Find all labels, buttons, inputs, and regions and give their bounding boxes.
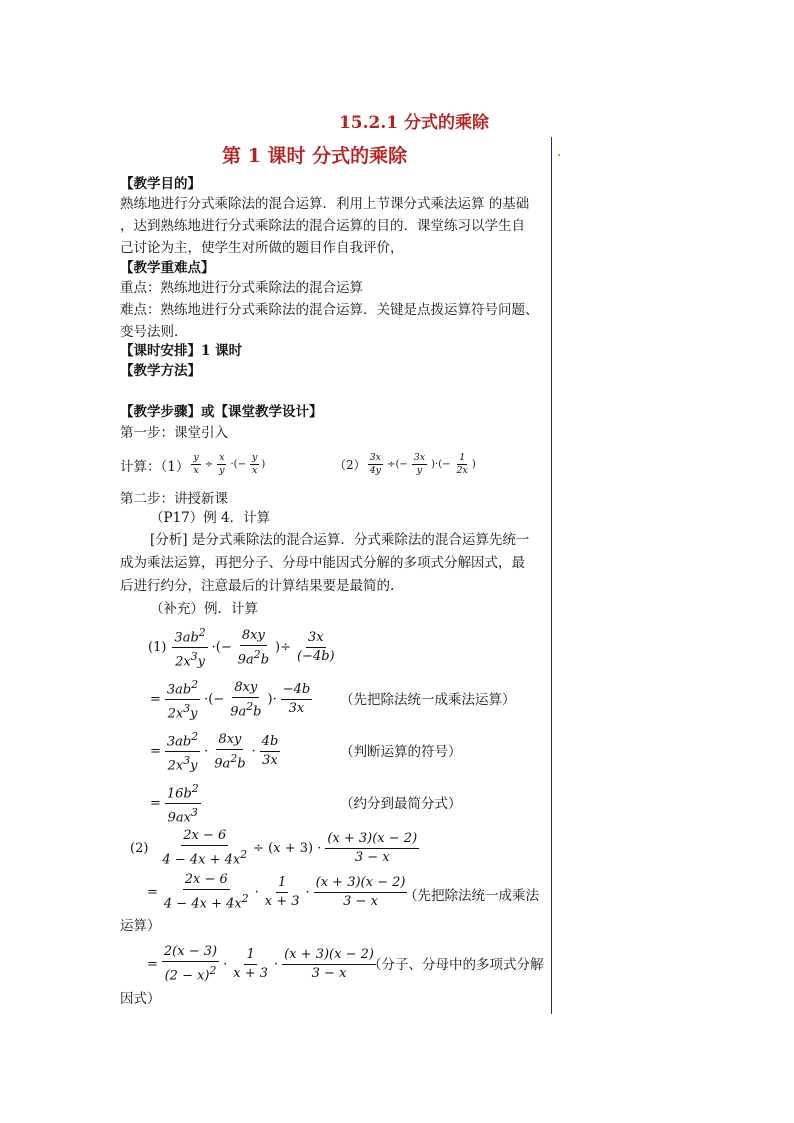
fraction: $\frac{8xy}{9a^2b}$ [230, 679, 262, 719]
example-2-line-1: (2) $\frac{2x - 6}{4 - 4x + 4x^2}$ ÷ (x + 3) · $\frac{(x + 3)(x - 2)}{3 - x}$ [130, 828, 418, 868]
example-4: （P17）例 4．计算 [150, 510, 271, 526]
fraction: $\frac{1}{x + 3}$ [264, 874, 300, 909]
fraction: $\frac{3x}{y}$ [413, 452, 426, 476]
fraction: $\frac{3x}{4y}$ [369, 452, 382, 476]
example-2-line-3: = $\frac{2(x - 3)}{(2 - x)^2}$ · $\frac{1}{x + 3}$ · $\frac{(x + 3)(x - 2)}{3 - x}$ [147, 944, 374, 984]
fraction: $\frac{y}{x}$ [193, 452, 199, 476]
goal-heading: 【教学目的】 [120, 176, 201, 192]
note-3: （约分到最简分式） [340, 796, 462, 812]
goal-text-1: 熟练地进行分式乘除法的混合运算．利用上节课分式乘法运算 的基础 [120, 196, 530, 212]
example-1-line-2: = $\frac{3ab^2}{2x^3y}$ ·(− $\frac{8xy}{9a^2b}$ )· $\frac{-4b}{3x}$ [150, 678, 311, 722]
fraction: $\frac{8xy}{9a^2b}$ [237, 627, 270, 667]
intro-calc-2: （2） $\frac{3x}{4y}$ ÷(− $\frac{3x}{y}$ )·(− $\frac{1}{2x}$ ) [334, 452, 476, 476]
fraction: $\frac{(x + 3)(x - 2)}{3 - x}$ [315, 874, 406, 909]
schedule-line: 【课时安排】1 课时 [120, 343, 243, 359]
analysis-2: 成为乘法运算，再把分子、分母中能因式分解的多项式分解因式，最 [120, 555, 525, 571]
fraction: $\frac{8xy}{9a^2b}$ [214, 731, 246, 771]
lesson-title: 15.2.1 分式的乘除 [338, 113, 490, 133]
fraction: $\frac{3ab^2}{2x^3y}$ [174, 626, 206, 670]
example-1-line-1: (1) $\frac{3ab^2}{2x^3y}$ ·(− $\frac{8xy}{9a^2b}$ )÷ $\frac{3x}{(-4b)}$ [148, 626, 335, 670]
example-2-line-2: = $\frac{2x - 6}{4 - 4x + 4x^2}$ · $\frac{1}{x + 3}$ · $\frac{(x + 3)(x - 2)}{3 - x}$ [147, 872, 406, 912]
fraction: $\frac{1}{2x}$ [456, 452, 468, 476]
example-1-line-3: = $\frac{3ab^2}{2x^3y}$ · $\frac{8xy}{9a^2b}$ · $\frac{4b}{3x}$ [150, 730, 279, 774]
key-text-2: 难点：熟练地进行分式乘除法的混合运算．关键是点拨运算符号问题、 [120, 302, 539, 318]
analysis-1: [分析] 是分式乘除法的混合运算．分式乘除法的混合运算先统一 [150, 532, 530, 548]
fraction: $\frac{x}{y}$ [219, 452, 225, 476]
key-text-3: 变号法则． [120, 324, 188, 340]
intro-calc-1: 计算：（1） $\frac{y}{x}$ ÷ $\frac{x}{y}$ ·(− $\frac{y}{x}$ ) [120, 452, 266, 476]
fraction: $\frac{(x + 3)(x - 2)}{3 - x}$ [284, 946, 374, 981]
calc-label: 计算：（1） [120, 458, 190, 475]
fraction: $\frac{3x}{(-4b)}$ [296, 630, 335, 665]
steps-heading: 【教学步骤】或【课堂教学设计】 [120, 404, 323, 420]
note-5-cont: 因式） [120, 991, 161, 1007]
fraction: $\frac{-4b}{3x}$ [282, 682, 311, 717]
fraction: $\frac{2x - 6}{4 - 4x + 4x^2}$ [163, 872, 249, 912]
goal-text-3: 己讨论为主，使学生对所做的题目作自我评价， [120, 240, 404, 256]
fraction: $\frac{2x - 6}{4 - 4x + 4x^2}$ [162, 828, 248, 868]
note-4: （先把除法统一成乘法 [404, 888, 539, 904]
fraction: $\frac{16b^2}{9ax^3}$ [166, 782, 199, 826]
example-1-line-4: = $\frac{16b^2}{9ax^3}$ [150, 782, 199, 826]
margin-dot [558, 154, 560, 156]
note-1: （先把除法统一成乘法运算） [340, 692, 516, 708]
fraction: $\frac{1}{x + 3}$ [233, 946, 268, 981]
lesson-subtitle: 第 1 课时 分式的乘除 [222, 145, 408, 167]
fraction: $\frac{2(x - 3)}{(2 - x)^2}$ [163, 944, 218, 984]
example-2-number: (2) [130, 840, 149, 856]
step-1: 第一步：课堂引入 [120, 425, 228, 441]
goal-text-2: ，达到熟练地进行分式乘除法的混合运算的目的．课堂练习以学生自 [120, 218, 525, 234]
fraction: $\frac{y}{x}$ [251, 452, 258, 476]
supplement: （补充）例．计算 [150, 601, 258, 617]
fraction: $\frac{(x + 3)(x - 2)}{3 - x}$ [327, 830, 418, 865]
step-2: 第二步：讲授新课 [120, 491, 228, 507]
key-heading: 【教学重难点】 [120, 260, 215, 276]
fraction: $\frac{3ab^2}{2x^3y}$ [166, 678, 199, 722]
fraction: $\frac{3ab^2}{2x^3y}$ [166, 730, 199, 774]
fraction: $\frac{4b}{3x}$ [261, 734, 279, 769]
note-5: （分子、分母中的多项式分解 [368, 957, 544, 973]
analysis-3: 后进行约分，注意最后的计算结果要是最简的. [120, 578, 395, 594]
note-4-cont: 运算） [120, 918, 161, 934]
method-heading: 【教学方法】 [120, 363, 201, 379]
key-text-1: 重点：熟练地进行分式乘除法的混合运算 [120, 280, 363, 296]
margin-rule [551, 137, 552, 1014]
note-2: （判断运算的符号） [340, 744, 462, 760]
calc-2-label: （2） [334, 458, 366, 472]
example-1-number: (1) [148, 640, 167, 656]
